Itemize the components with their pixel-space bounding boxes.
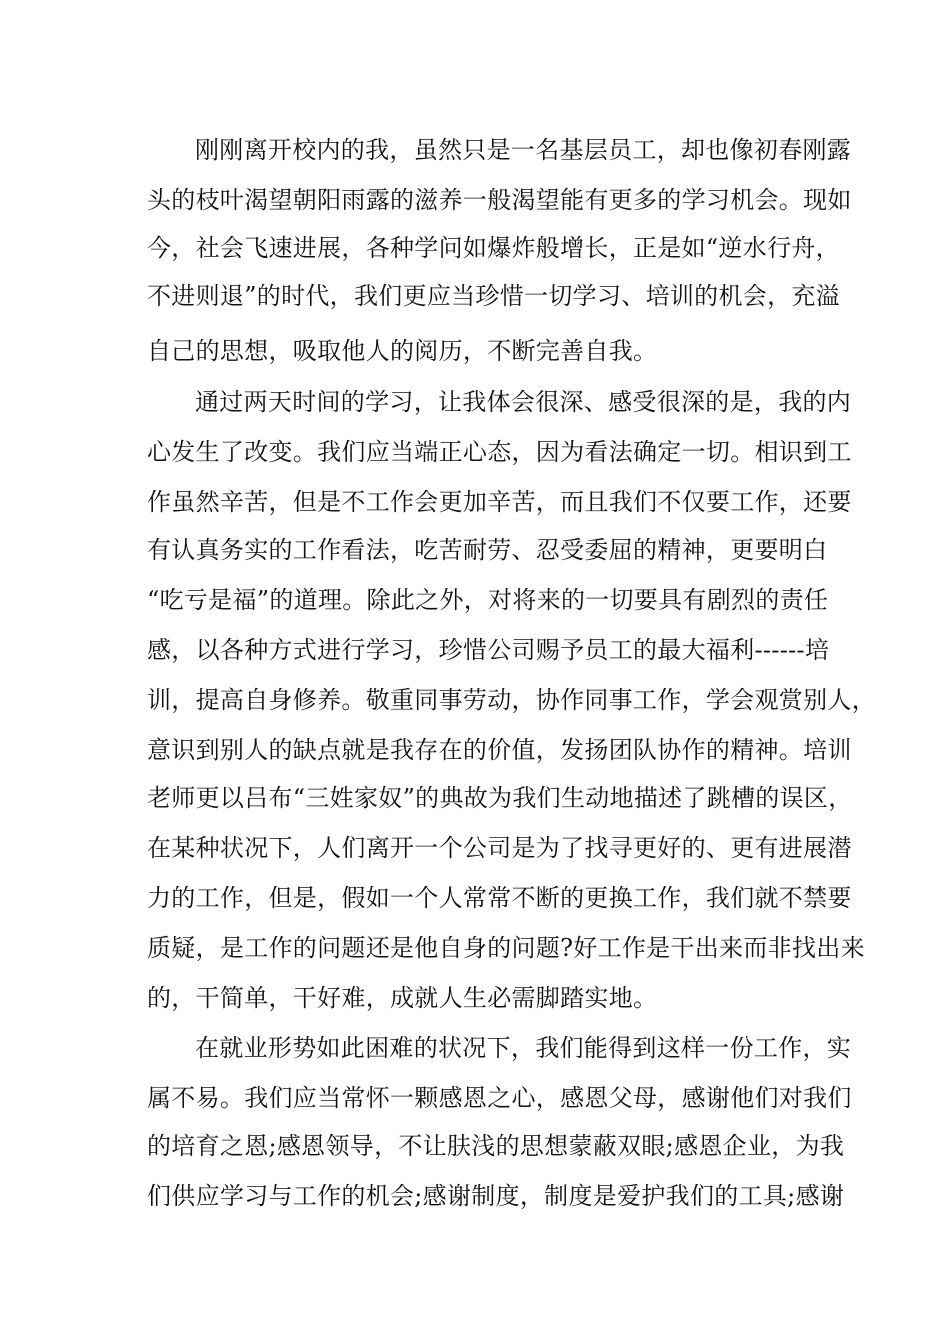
paragraph-line: 在就业形势如此困难的状况下，我们能得到这样一份工作，实 — [195, 1034, 852, 1062]
paragraph-line: 通过两天时间的学习，让我体会很深、感受很深的是，我的内 — [195, 388, 852, 416]
paragraph-line: 训，提高自身修养。敬重同事劳动，协作同事工作，学会观赏别人， — [147, 686, 876, 714]
paragraph-line: 力的工作，但是，假如一个人常常不断的更换工作，我们就不禁要 — [147, 884, 852, 912]
paragraph-line: 作虽然辛苦，但是不工作会更加辛苦，而且我们不仅要工作，还要 — [147, 488, 852, 516]
paragraph-line: 今，社会飞速进展，各种学问如爆炸般增长，正是如“逆水行舟， — [147, 234, 840, 262]
paragraph-line: 在某种状况下，人们离开一个公司是为了找寻更好的、更有进展潜 — [147, 834, 852, 862]
paragraph-line: 头的枝叶渴望朝阳雨露的滋养一般渴望能有更多的学习机会。现如 — [147, 186, 852, 214]
paragraph-line: 感，以各种方式进行学习，珍惜公司赐予员工的最大福利------培 — [147, 636, 830, 664]
paragraph-line: 的培育之恩;感恩领导，不让肤浅的思想蒙蔽双眼;感恩企业，为我 — [147, 1132, 845, 1160]
paragraph-line: 们供应学习与工作的机会;感谢制度，制度是爱护我们的工具;感谢 — [147, 1182, 845, 1210]
paragraph-line: “吃亏是福”的道理。除此之外，对将来的一切要具有剧烈的责任 — [147, 586, 829, 614]
paragraph-line: 质疑，是工作的问题还是他自身的问题?好工作是干出来而非找出来 — [147, 934, 865, 962]
paragraph-line: 老师更以吕布“三姓家奴”的典故为我们生动地描述了跳槽的误区， — [147, 784, 853, 812]
paragraph-line: 的，干简单，干好难，成就人生必需脚踏实地。 — [147, 984, 658, 1012]
paragraph-line: 心发生了改变。我们应当端正心态，因为看法确定一切。相识到工 — [147, 438, 852, 466]
paragraph-line: 不进则退”的时代，我们更应当珍惜一切学习、培训的机会，充溢 — [147, 282, 840, 310]
paragraph-line: 刚刚离开校内的我，虽然只是一名基层员工，却也像初春刚露 — [195, 136, 852, 164]
paragraph-line: 自己的思想，吸取他人的阅历，不断完善自我。 — [147, 337, 658, 365]
paragraph-line: 意识到别人的缺点就是我存在的价值，发扬团队协作的精神。培训 — [147, 736, 852, 764]
paragraph-line: 有认真务实的工作看法，吃苦耐劳、忍受委屈的精神，更要明白 — [147, 536, 828, 564]
paragraph-line: 属不易。我们应当常怀一颗感恩之心，感恩父母，感谢他们对我们 — [147, 1084, 852, 1112]
